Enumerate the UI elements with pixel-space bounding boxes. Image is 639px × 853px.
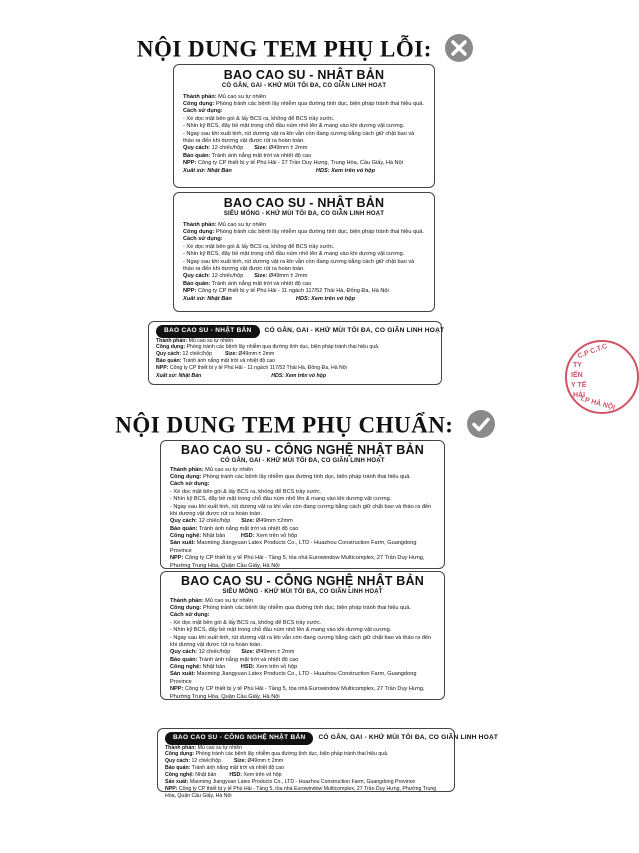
line-cach-2: - Nhìn kỹ BCS, đẩy bề mặt trong chỗ đầu núm nhô lên & mang vào khi dương vật cương. [170,496,392,503]
line-cach-su-dung: Cách sử dụng: [170,612,210,619]
line-bao-quan: Bảo quản: Tránh ánh nắng mặt trời và nhiệt độ cao [165,765,285,772]
line-cach-2: - Nhìn kỹ BCS, đẩy bề mặt trong chỗ đầu núm nhô lên & mang vào khi dương vật cương. [170,627,392,634]
label-title: BAO CAO SU - NHẬT BẢN [223,196,385,210]
line-cach-su-dung: Cách sử dụng: [183,108,223,115]
strip-header [156,325,445,338]
label-title: BAO CAO SU - CÔNG NGHỆ NHẬT BẢN [180,443,424,457]
line-san-xuat: Sản xuất: Maoming Jiangyuan Latex Products Co., LTD - Huazhou Construction Farm, Guangdong Province [165,778,416,785]
line-bao-quan: Bảo quản: Tránh ánh nắng mặt trời và nhiệt độ cao [183,152,312,159]
line-cong-dung: Công dụng: Phòng tránh các bệnh lây nhiễm qua đường tình dục, biện pháp tránh thai hiệu quả. [165,751,389,758]
line-npp: NPP: Công ty CP thiết bị y tế Phú Hải - Tầng 5, tòa nhà Eurowindow Multicomplex, 27 Trần Duy Hưng, Phường Trung Hòa, Quận Cầu Giấy, Hà Nội [170,686,425,700]
line-cach-3: - Ngay sau khi xuất tinh, rút dương vật ra khi vẫn còn đang cương bằng cách giữ chặt bao và tháo ra đến khi dương vật được rút ra hoàn toàn. [183,130,415,144]
line-xuat-xu-hds: Xuất xứ: Nhật Bản HDS: Xem trên vỏ hộp [183,168,375,175]
line-npp: NPP: Công ty CP thiết bị y tế Phú Hải - 27 Trần Duy Hưng, Trung Hòa, Cầu Giấy, Hà Nội [183,160,403,167]
fake-label-2 [173,192,435,312]
line-npp: NPP: Công ty CP thiết bị y tế Phú Hải - Tầng 5, tòa nhà Eurowindow Multicomplex, 27 Trần Duy Hưng, Phường Trung Hòa, Quận Cầu Giấy, Hà Nội [170,555,425,569]
line-cach-1: - Xé dọc mặt bên gói & lấy BCS ra, không để BCS trầy xước. [170,488,322,495]
line-xuat-xu-hds: Xuất xứ: Nhật Bản HDS: Xem trên vỏ hộp [156,372,327,379]
line-cach-3: - Ngay sau khi xuất tinh, rút dương vật ra khi vẫn còn đang cương bằng cách giữ chặt bao và tháo ra đến khi dương vật được rút ra hoàn toàn. [170,503,432,517]
label-pill: BAO CAO SU - NHẬT BẢN [156,325,260,338]
line-cong-dung: Công dụng: Phòng tránh các bệnh lây nhiễm qua đường tình dục, biện pháp tránh thai hiệu quả. [183,229,424,236]
fake-label-1 [173,64,435,188]
line-cong-dung: Công dụng: Phòng tránh các bệnh lây nhiễm qua đường tình dục, biện pháp tránh thai hiệu quả. [170,605,411,612]
line-npp: NPP: Công ty CP thiết bị y tế Phú Hải - Tầng 5, tòa nhà Eurowindow Multicomplex, 27 Trần Duy Hưng, Phường Trung Hòa, Quận Cầu Giấy, Hà Nội [165,785,437,799]
line-san-xuat: Sản xuất: Maoming Jiangyuan Latex Products Co., LTD - Huazhou Construction Farm, Guangdong Province [170,671,417,685]
fake-section-title-text: NỘI DUNG TEM PHỤ LỖI: [136,36,432,62]
label-subtitle: CÓ GÂN, GAI - KHỬ MÙI TỐI ĐA, CO GIÃN LINH HOẠT [220,457,385,464]
line-cach-2: - Nhìn kỹ BCS, đẩy bề mặt trong chỗ đầu núm nhô lên & mang vào khi dương vật cương. [183,123,405,130]
line-quy-cach: Quy cách: 12 chiếc/hộp Size: Ø49mm ± 2mm [183,145,308,152]
label-subtitle: SIÊU MỎNG - KHỬ MÙI TỐI ĐA, CO GIÃN LINH HOẠT [223,210,385,217]
real-label-1 [160,440,445,569]
real-label-2 [160,571,445,700]
fake-label-3 [148,321,445,385]
label-title: BAO CAO SU - NHẬT BẢN [223,68,385,82]
line-cach-3: - Ngay sau khi xuất tinh, rút dương vật ra khi vẫn còn đang cương bằng cách giữ chặt bao và tháo ra đến khi dương vật được rút ra hoàn toàn. [170,634,432,648]
company-stamp: C.P C.T.C TY IẾN Y TẾ HẢI T.P HÀ NỘI [565,340,639,414]
line-thanh-phan: Thành phần: Mủ cao su tự nhiên [165,744,242,751]
label-subtitle: CÓ GÂN, GAI - KHỬ MÙI TỐI ĐA, CO GIÃN LINH HOẠT [221,82,387,89]
line-cong-dung: Công dụng: Phòng tránh các bệnh lây nhiễm qua đường tình dục, biện pháp tránh thai hiệu quả. [156,344,380,351]
line-npp: NPP: Công ty CP thiết bị y tế Phú Hải - 11 ngách 117/52 Thái Hà, Đống Đa, Hà Nội [156,365,347,372]
line-cong-dung: Công dụng: Phòng tránh các bệnh lây nhiễm qua đường tình dục, biện pháp tránh thai hiệu quả. [183,101,424,108]
line-quy-cach: Quy cách: 12 chiếc/hộp Size: Ø49mm ± 2mm [165,758,284,765]
line-cach-2: - Nhìn kỹ BCS, đẩy bề mặt trong chỗ đầu núm nhô lên & mang vào khi dương vật cương. [183,251,405,258]
line-cach-su-dung: Cách sử dụng: [183,236,223,243]
line-xuat-xu-hds: Xuất xứ: Nhật Bản HDS: Xem trên vỏ hộp [183,296,355,303]
strip-header [165,732,499,745]
check-circle-icon [466,409,496,445]
line-thanh-phan: Thành phần: Mủ cao su tự nhiên [170,466,254,473]
line-thanh-phan: Thành phần: Mủ cao su tự nhiên [156,337,233,344]
line-cach-3: - Ngay sau khi xuất tinh, rút dương vật ra khi vẫn còn đang cương bằng cách giữ chặt bao và tháo ra đến khi dương vật được rút ra hoàn toàn. [183,258,415,272]
label-pill: BAO CAO SU - CÔNG NGHỆ NHẬT BẢN [165,732,313,745]
line-thanh-phan: Thành phần: Mủ cao su tự nhiên [183,221,267,228]
line-quy-cach: Quy cách: 12 chiếc/hộp Size: Ø49mm ± 2mm [156,351,275,358]
line-san-xuat: Sản xuất: Maoming Jiangyuan Latex Products Co., LTD - Huazhou Construction Farm, Guangdong Province [170,540,417,554]
line-quy-cach: Quy cách: 12 chiếc/hộp Size: Ø49mm ± 2mm [170,649,295,656]
line-bao-quan: Bảo quản: Tránh ánh nắng mặt trời và nhiệt độ cao [156,358,276,365]
line-cach-1: - Xé dọc mặt bên gói & lấy BCS ra, không để BCS trầy xước. [183,115,335,122]
line-cach-su-dung: Cách sử dụng: [170,481,210,488]
real-label-3 [157,728,499,799]
line-quy-cach: Quy cách: 12 chiếc/hộp Size: Ø49mm ±2mm [170,518,293,525]
line-cong-nghe: Công nghệ: Nhật bản HSD: Xem trên vỏ hộp [165,772,282,779]
line-thanh-phan: Thành phần: Mủ cao su tự nhiên [183,93,267,100]
line-thanh-phan: Thành phần: Mủ cao su tự nhiên [170,597,254,604]
line-bao-quan: Bảo quản: Tránh ánh nắng mặt trời và nhiệt độ cao [183,280,312,287]
label-title: BAO CAO SU - CÔNG NGHỆ NHẬT BẢN [180,574,424,588]
line-cong-dung: Công dụng: Phòng tránh các bệnh lây nhiễm qua đường tình dục, biện pháp tránh thai hiệu quả. [170,474,411,481]
label-subtitle: CÓ GÂN, GAI - KHỬ MÙI TỐI ĐA, CO GIÃN LINH HOẠT [318,733,499,741]
line-bao-quan: Bảo quản: Tránh ánh nắng mặt trời và nhiệt độ cao [170,656,299,663]
label-subtitle: SIÊU MỎNG - KHỬ MÙI TỐI ĐA, CO GIÃN LINH HOẠT [222,588,383,595]
line-bao-quan: Bảo quản: Tránh ánh nắng mặt trời và nhiệt độ cao [170,525,299,532]
line-cong-nghe: Công nghệ: Nhật bản HSD: Xem trên vỏ hộp [170,533,298,540]
line-cach-1: - Xé dọc mặt bên gói & lấy BCS ra, không để BCS trầy xước. [183,243,335,250]
line-quy-cach: Quy cách: 12 chiếc/hộp Size: Ø49mm ± 2mm [183,273,308,280]
line-cong-nghe: Công nghệ: Nhật bản HSD: Xem trên vỏ hộp [170,664,298,671]
label-subtitle: CÓ GÂN, GAI - KHỬ MÙI TỐI ĐA, CO GIÃN LINH HOẠT [264,326,445,334]
real-section-title-text: NỘI DUNG TEM PHỤ CHUẨN: [115,412,454,438]
line-npp: NPP: Công ty CP thiết bị y tế Phú Hải - 11 ngách 117/52 Thái Hà, Đống Đa, Hà Nội [183,288,389,295]
line-cach-1: - Xé dọc mặt bên gói & lấy BCS ra, không để BCS trầy xước. [170,619,322,626]
x-circle-icon [444,33,474,69]
